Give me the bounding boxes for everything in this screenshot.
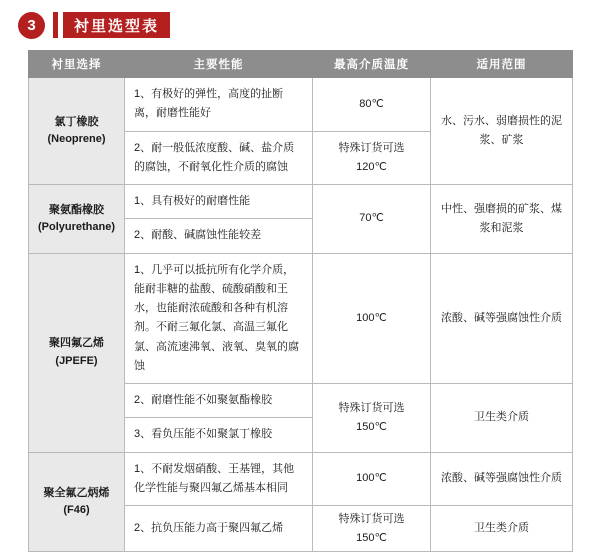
scope-text: 中性、强磨损的矿浆、煤浆和泥浆 [431, 185, 573, 254]
column-header-scope: 适用范围 [431, 51, 573, 78]
column-header-material: 衬里选择 [29, 51, 125, 78]
scope-text: 浓酸、碱等强腐蚀性介质 [431, 452, 573, 506]
scope-text: 卫生类介质 [431, 384, 573, 453]
max-temp-optional: 150℃ [356, 531, 387, 544]
max-temp-value [313, 131, 431, 185]
performance-text: 1、具有极好的耐磨性能 [125, 185, 313, 219]
scope-text: 水、污水、弱磨损性的泥浆、矿浆 [431, 78, 573, 185]
material-name-neoprene [29, 78, 125, 185]
material-name-en: (Polyurethane) [37, 220, 115, 233]
material-name-en: (JPEFE) [55, 354, 98, 367]
performance-text: 3、看负压能不如聚氯丁橡胶 [125, 418, 313, 452]
max-temp-value [313, 384, 431, 453]
max-temp-optional: 120℃ [356, 160, 387, 173]
material-name-en: (Neoprene) [47, 133, 106, 145]
material-name-jpefe [29, 253, 125, 452]
max-temp-value: 100℃ [313, 452, 431, 506]
title-bar [53, 12, 170, 38]
page-title: 衬里选型表 [63, 12, 170, 38]
scope-text: 浓酸、碱等强腐蚀性介质 [431, 253, 573, 384]
performance-text: 2、耐一般低浓度酸、碱、盐介质的腐蚀，不耐氧化性介质的腐蚀 [125, 131, 313, 185]
max-temp-value: 100℃ [313, 253, 431, 384]
material-name-en: (F46) [63, 503, 90, 516]
table-row [29, 253, 573, 384]
table-row [29, 452, 573, 506]
material-name-cn: 聚四氟乙烯 [49, 337, 104, 350]
performance-text: 1、有极好的弹性，高度的扯断离，耐磨性能好 [125, 78, 313, 132]
table-row [29, 78, 573, 132]
table-header-row [29, 51, 573, 78]
material-name-polyurethane [29, 185, 125, 254]
column-header-max-temp: 最高介质温度 [313, 51, 431, 78]
lining-selection-table [28, 50, 572, 552]
step-badge: 3 [18, 12, 45, 39]
table-row [29, 185, 573, 219]
column-header-performance: 主要性能 [125, 51, 313, 78]
max-temp-optional: 150℃ [356, 420, 387, 433]
performance-text: 1、几乎可以抵抗所有化学介质，能耐非糖的盐酸、硫酸硝酸和王水，也能耐浓硫酸和各种有机溶剂。不耐三氟化氯、高温三氟化氯、高流速沸氧、液氧、臭氧的腐蚀 [125, 253, 313, 384]
material-name-cn: 氯丁橡胶 [54, 115, 99, 128]
scope-text: 卫生类介质 [431, 506, 573, 552]
performance-text: 2、耐酸、碱腐蚀性能较差 [125, 219, 313, 253]
max-temp-note: 特殊订货可选 [338, 513, 405, 525]
material-name-f46 [29, 452, 125, 552]
section-header [18, 8, 170, 42]
material-name-cn: 聚全氟乙炳烯 [43, 486, 110, 499]
max-temp-note: 特殊订货可选 [338, 142, 405, 155]
max-temp-value: 80℃ [313, 78, 431, 132]
max-temp-value: 70℃ [313, 185, 431, 254]
max-temp-value [313, 506, 431, 552]
performance-text: 2、抗负压能力高于聚四氟乙烯 [125, 506, 313, 552]
title-accent-bar [53, 12, 58, 38]
performance-text: 1、不耐发烟硝酸、王基锂，其他化学性能与聚四氟乙烯基本相同 [125, 452, 313, 506]
max-temp-note: 特殊订货可选 [338, 402, 405, 415]
performance-text: 2、耐磨性能不如聚氨酯橡胶 [125, 384, 313, 418]
material-name-cn: 聚氨酯橡胶 [49, 203, 104, 216]
